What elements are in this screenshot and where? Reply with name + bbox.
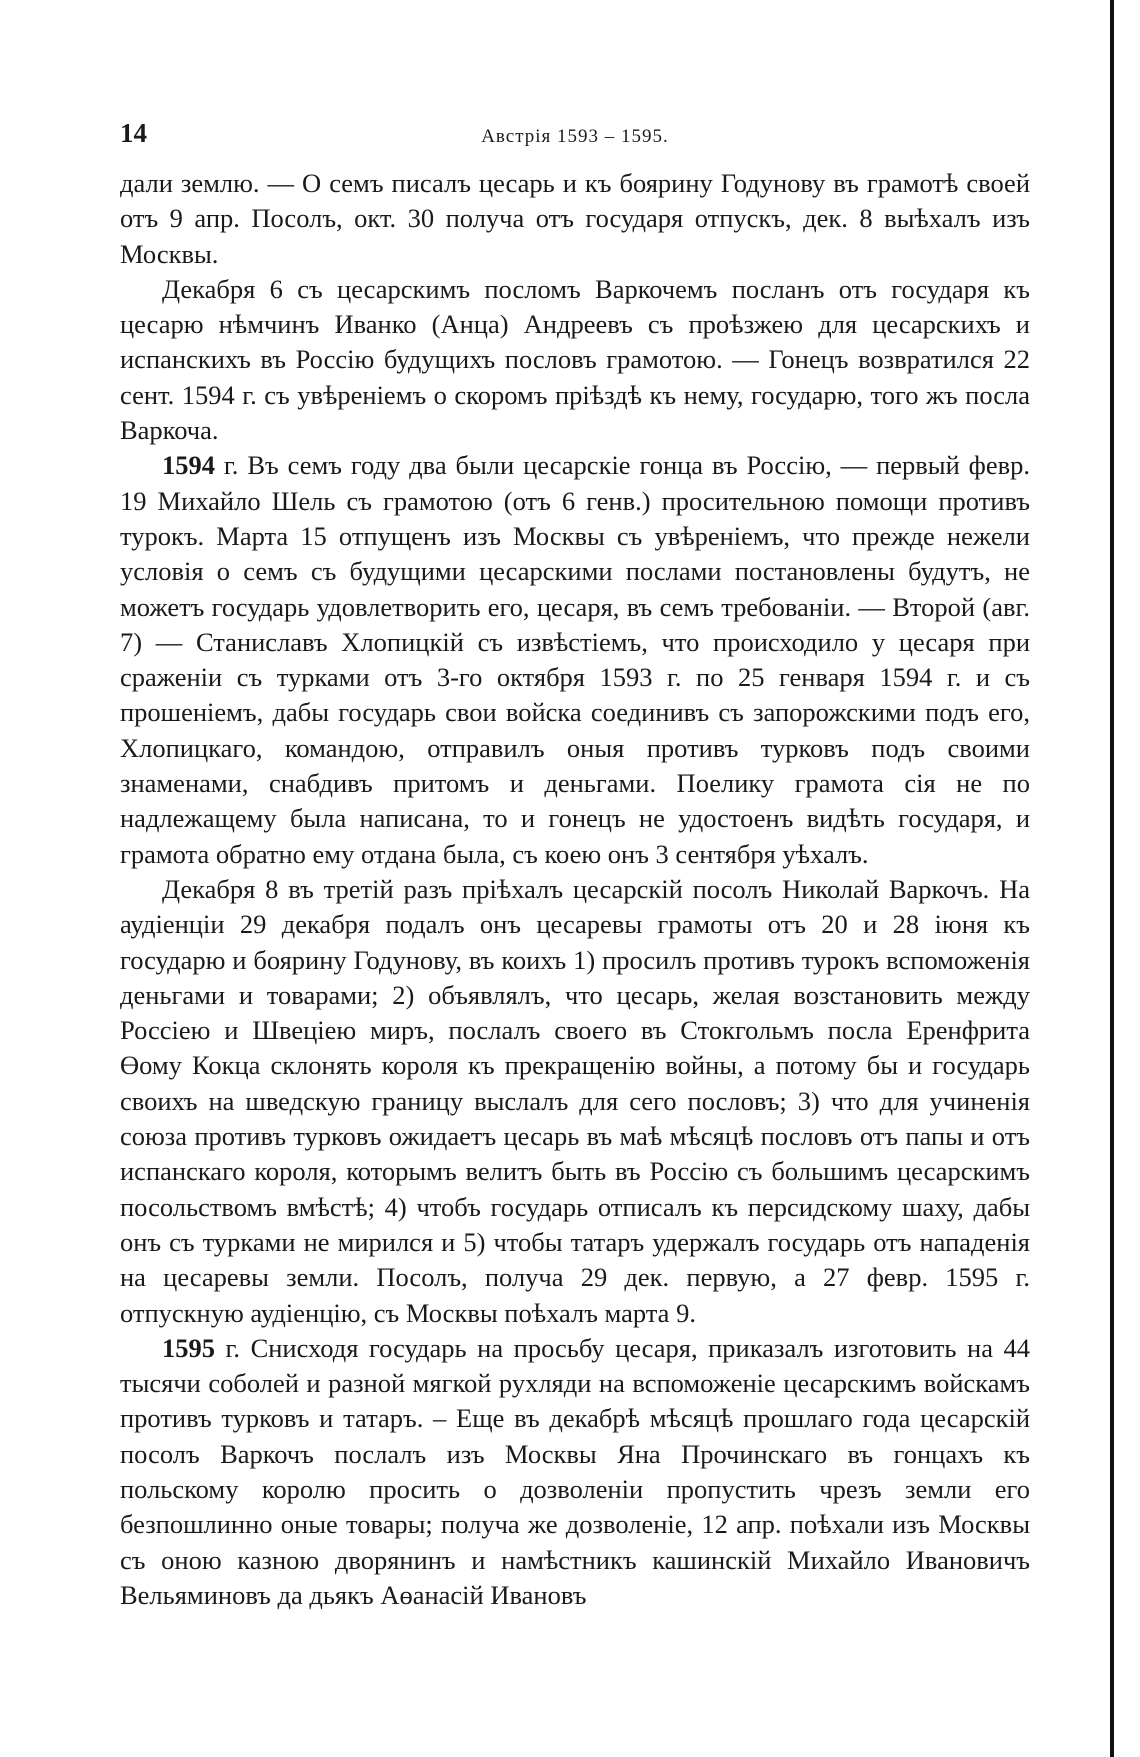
- running-head: [120, 118, 1030, 156]
- paragraph-envoy-andreev: [120, 272, 1030, 448]
- paragraph-continuation: [120, 166, 1030, 272]
- page-edge-line: [1110, 0, 1114, 1757]
- paragraph-text: дали землю. — О семъ писалъ цесарь и къ боярину Годунову въ грамотѣ своей отъ 9 апр. Посолъ, окт. 30 получа отъ государя отпускъ, дек. 8 выѣхалъ изъ Москвы.: [120, 168, 1030, 269]
- year-heading: 1594: [162, 450, 215, 481]
- paragraph-year-1594: [120, 448, 1030, 872]
- paragraph-year-1595: [120, 1331, 1030, 1613]
- page-number: 14: [120, 118, 147, 148]
- book-page: [120, 118, 1030, 1613]
- paragraph-varkoch-embassy: [120, 872, 1030, 1331]
- paragraph-text: Декабря 6 съ цесарскимъ посломъ Варкочемъ посланъ отъ государя къ цесарю нѣмчинъ Иванко (Анца) Андреевъ съ проѣзжею для цесарскихъ и испанскихъ въ Россію будущихъ пословъ грамотою. — Гонецъ возвратился 22 сент. 1594 г. съ увѣреніемъ о скоромъ пріѣздѣ къ нему, государю, того жъ посла Варкоча.: [120, 273, 1030, 446]
- paragraph-text: г. Въ семъ году два были цесарскіе гонца въ Россію, — первый февр. 19 Михайло Шель съ грамотою (отъ 6 генв.) просительною помощи противъ турокъ. Марта 15 отпущенъ изъ Москвы съ увѣреніемъ, что прежде нежели условія о семъ съ будущими цесарскими послами постановлены будутъ, не можетъ государь удовлетворить его, цесаря, въ семъ требованіи. — Второй (авг. 7) — Станиславъ Хлопицкій съ извѣстіемъ, что происходило у цесаря при сраженіи съ турками отъ 3-го октября 1593 г. по 25 генваря 1594 г. и съ прошеніемъ, дабы государь свои войска соединивъ съ запорожскими подъ его, Хлопицкаго, командою, отправилъ оныя противъ турковъ подъ своими знаменами, снабдивъ притомъ и деньгами. Поелику грамота сія не по надлежащему была написана, то и гонецъ не удостоенъ видѣть государя, и грамота обратно ему отдана была, съ коею онъ 3 сентября уѣхалъ.: [120, 450, 1030, 869]
- paragraph-text: г. Снисходя государь на просьбу цесаря, приказалъ изготовить на 44 тысячи соболей и разной мягкой рухляди на вспоможеніе цесарскимъ войскамъ противъ турковъ и татаръ. – Еще въ декабрѣ мѣсяцѣ прошлаго года цесарскій посолъ Варкочъ послалъ изъ Москвы Яна Прочинскаго въ гонцахъ къ польскому королю просить о дозволеніи пропустить чрезъ земли его безпошлинно оные товары; получа же дозволеніе, 12 апр. поѣхали изъ Москвы съ оною казною дворянинъ и намѣстникъ кашинскій Михайло Ивановичъ Вельяминовъ да дьякъ Аөанасій Ивановъ: [120, 1332, 1030, 1610]
- paragraph-text: Декабря 8 въ третій разъ пріѣхалъ цесарскій посолъ Николай Варкочъ. На аудіенціи 29 декабря подалъ онъ цесаревы грамоты отъ 20 и 28 іюня къ государю и боярину Годунову, въ коихъ 1) просилъ противъ турокъ вспоможенія деньгами и товарами; 2) объявлялъ, что цесарь, желая возстановить между Россіею и Швеціею миръ, послалъ своего въ Стокгольмъ посла Еренфрита Өому Кокца склонять короля къ прекращенію войны, а потому бы и государь своихъ на шведскую границу выслалъ для сего пословъ; 3) что для учиненія союза противъ турковъ ожидаетъ цесарь въ маѣ мѣсяцѣ пословъ отъ папы и отъ испанскаго короля, которымъ велитъ быть въ Россію съ большимъ цесарскимъ посольствомъ вмѣстѣ; 4) чтобъ государь отписалъ къ персидскому шаху, дабы онъ съ турками не мирился и 5) чтобы татаръ удержалъ государь отъ нападенія на цесаревы земли. Посолъ, получа 29 дек. первую, а 27 февр. 1595 г. отпускную аудіенцію, съ Москвы поѣхалъ марта 9.: [120, 873, 1030, 1328]
- year-heading: 1595: [162, 1332, 215, 1363]
- body-text: [120, 166, 1030, 1613]
- running-title: Австрія 1593 – 1595.: [481, 126, 669, 147]
